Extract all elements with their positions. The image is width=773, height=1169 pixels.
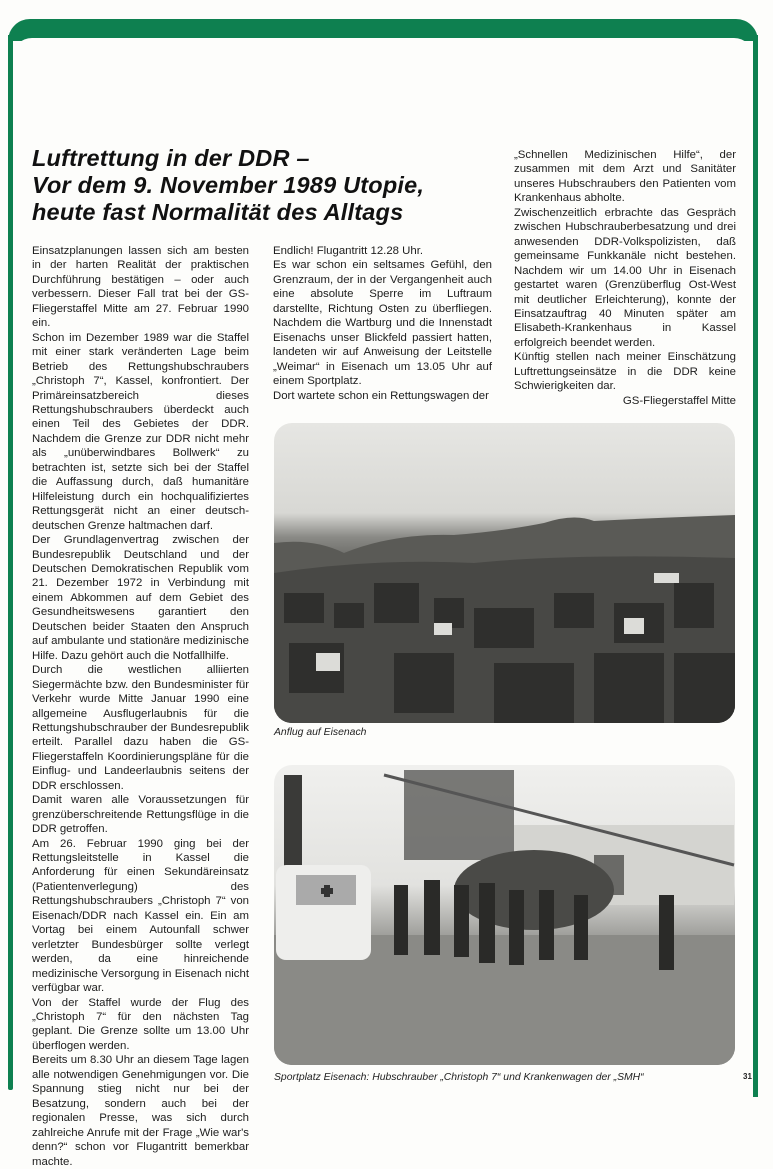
paragraph: Am 26. Februar 1990 ging bei der Rettungsleitstelle in Kassel die Anforderung für einen Sekundäreinsatz (Patientenverlegung) des Rettungshubschraubers „Christoph 7“ von Eisenach/DDR nach Kassel ein. Ein am Vortag bei einem Autounfall schwer verletzter Bundesbürger sollte verlegt werden, da eine hinreichende medizinische Versorgung in Eisenach nicht verfügbar war. [32,837,249,995]
frame-left-rule [8,35,13,1090]
paragraph: Damit waren alle Voraussetzungen für grenzüberschreitende Rettungsflüge in die DDR getroffen. [32,794,249,836]
paragraph: Zwischenzeitlich erbrachte das Gespräch zwischen Hubschrauberbesatzung und drei anwesenden DDR-Volkspolizisten, daß gemeinsame Funkkanäle nicht bestehen. Nachdem wir um 14.00 Uhr in Eisenach gestartet waren (Grenzüberflug Ost-West mit deutlicher Erleichterung), konnte der Einsatzauftrag 40 Minuten später am Elisabeth-Krankenhaus in Kassel erfolgreich beendet werden. [514,206,736,349]
paragraph: Es war schon ein seltsames Gefühl, den Grenzraum, der in der Vergangenheit auch eine absolute Sperre im Luftraum darstellte, Richtung Osten zu überfliegen. Nachdem die Wartburg und die Innenstadt Eisenachs unser Blickfeld passiert hatten, landeten wir auf Anweisung der Leitstelle „Weimar“ in Eisenach um 13.05 Uhr auf einem Sportplatz. [273,259,492,388]
city-landscape-illustration [274,423,735,723]
photo-helicopter-sportplatz [274,765,735,1065]
text-column-2 [273,244,492,403]
page-number: 31 [743,1072,752,1081]
paragraph: Endlich! Flugantritt 12.28 Uhr. [273,245,424,257]
headline-line: Luftrettung in der DDR – [32,145,310,171]
paragraph: Von der Staffel wurde der Flug des „Christoph 7“ für den nächsten Tag geplant. Die Grenze sollte um 13.00 Uhr überflogen werden. [32,996,249,1052]
paragraph: Der Grundlagenvertrag zwischen der Bundesrepublik Deutschland und der Deutschen Demokratischen Republik vom 21. Dezember 1972 in Verbindung mit einem Abkommen auf dem Gebiet des Gesundheitswesens garantiert den Deutschen beider Staaten den Anspruch auf ambulante und stationäre medizinische Hilfe. Dazu gehört auch die Notfallhilfe. [32,534,249,662]
headline-line: heute fast Normalität des Alltags [32,199,404,225]
frame-right-rule [753,35,758,1097]
figure-caption: Sportplatz Eisenach: Hubschrauber „Christoph 7“ und Krankenwagen der „SMH“ [274,1072,644,1083]
paragraph: Durch die westlichen alliierten Siegermächte bzw. den Bundesminister für Verkehr wurde Mitte Januar 1990 eine allgemeine Ausflugerlaubnis für die Rettungshubschrauber der Bundesrepublik erteilt. Parallel dazu haben die GS-Fliegerstaffeln Koordinierungspläne für die Einflug- und Landeerlaubnis seitens der DDR erschlossen. [32,664,249,792]
photo-eisenach-aerial [274,423,735,723]
paragraph: Dort wartete schon ein Rettungswagen der [273,389,489,402]
author-signature: GS-Fliegerstaffel Mitte [622,394,736,407]
article-headline [32,145,502,226]
text-column-1 [32,244,249,1169]
text-column-3 [514,148,736,408]
paragraph: Bereits um 8.30 Uhr an diesem Tage lagen alle notwendigen Genehmigungen vor. Die Spannung stieg nicht nur bei der Besatzung, sondern auch bei der regionalen Presse, was sich durch zahlreiche Anrufe mit der Frage „Wie war's denn?“ schon vor Flugantritt bemerkbar machte. [32,1054,249,1168]
headline-line: Vor dem 9. November 1989 Utopie, [32,172,425,198]
paragraph: „Schnellen Medizinischen Hilfe“, der zusammen mit dem Arzt und Sanitäter unseres Hubschraubers den Patienten vom Krankenhaus abholte. [514,149,736,205]
paragraph: Schon im Dezember 1989 war die Staffel mit einer stark veränderten Lage beim Betrieb des Rettungshubschraubers „Christoph 7“, Kassel, konfrontiert. Der Primäreinsatzbereich dieses Rettungshubschraubers überdeckt auch einen Teil des Gebietes der DDR. Nachdem die Grenze zur DDR nicht mehr als „unüberwindbares Bollwerk“ zu betrachten ist, setzte sich bei der Staffel die Auffassung durch, daß humanitäre Hilfeleistung durch ein hochqualifiziertes Rettungsgerät nicht an einer deutsch-deutschen Grenze haltmachen darf. [32,331,249,532]
paragraph: Künftig stellen nach meiner Einschätzung Luftrettungseinsätze in die DDR keine Schwierigkeiten dar. [514,351,736,393]
helicopter-scene-illustration [274,765,735,1065]
paragraph: Einsatzplanungen lassen sich am besten in der harten Realität der praktischen Durchführung bestätigen – oder auch verbessern. Dieser Fall trat bei der GS-Fliegerstaffel Mitte am 27. Februar 1990 ein. [32,245,249,330]
figure-caption: Anflug auf Eisenach [274,727,367,738]
